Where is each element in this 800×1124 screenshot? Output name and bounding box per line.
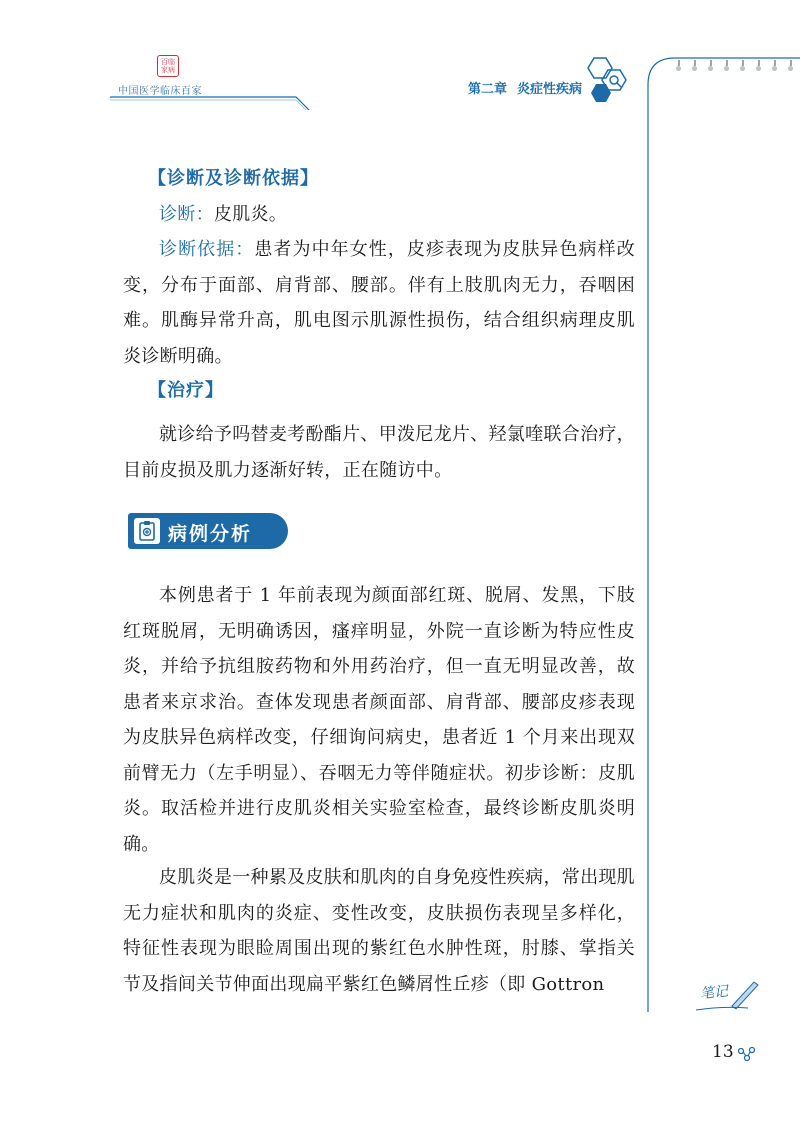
diagnosis-line — [123, 197, 635, 233]
diagnosis-value: 皮肌炎。 — [213, 204, 288, 225]
treatment-paragraph: 就诊给予吗替麦考酚酯片、甲泼尼龙片、羟氯喹联合治疗，目前皮损及肌力逐渐好转，正在随访中。 — [123, 424, 635, 481]
logo-text: 百临家病 — [161, 58, 175, 74]
series-logo — [157, 55, 179, 77]
series-title: 中国医学临床百家 — [118, 86, 202, 97]
diagnosis-basis-label: 诊断依据： — [159, 239, 255, 260]
diagnosis-label: 诊断： — [159, 204, 214, 225]
analysis-paragraph-1: 本例患者于 1 年前表现为颜面部红斑、脱屑、发黑，下肢红斑脱屑，无明确诱因，瘙痒明显，外院一直诊断为特应性皮炎，并给予抗组胺药物和外用药治疗，但一直无明显改善，故患者来京求治。查体发现患者颜面部、肩背部、腰部皮疹表现为皮肤异色病样改变，仔细询问病史，患者近 1 个月来出现双前臂无力（左手明显）、吞咽无力等伴随症状。初步诊断：皮肌炎。取活检并进行皮肌炎相关实验室检查，最终诊断皮肌炎明确。 — [123, 585, 635, 855]
chapter-heading — [468, 78, 592, 97]
clipboard-icon — [134, 518, 160, 544]
diagnosis-basis-text: 患者为中年女性，皮疹表现为皮肤异色病样改变，分布于面部、肩背部、腰部。伴有上肢肌肉无力，吞咽困难。肌酶异常升高，肌电图示肌源性损伤，结合组织病理皮肌炎诊断明确。 — [123, 239, 636, 367]
chapter-title: 炎症性疾病 — [517, 82, 583, 97]
diagnosis-heading: 【诊断及诊断依据】 — [148, 168, 319, 189]
case-analysis-banner — [128, 513, 288, 549]
hexagon-magnifier-icon — [582, 52, 628, 108]
treatment-heading: 【治疗】 — [148, 380, 224, 401]
diagnosis-basis-paragraph — [123, 232, 635, 374]
molecule-icon — [737, 1046, 757, 1062]
page-number: 13 — [712, 1042, 734, 1062]
chapter-number: 第二章 — [468, 82, 508, 97]
analysis-paragraph-2: 皮肌炎是一种累及皮肤和肌肉的自身免疫性疾病，常出现肌无力症状和肌肉的炎症、变性改变，皮肤损伤表现呈多样化，特征性表现为眼睑周围出现的紫红色水肿性斑，肘膝、掌指关节及指间关节伸面出现扁平紫红色鳞屑性丘疹（即 Gottron — [123, 867, 635, 995]
notes-label: 笔记 — [699, 983, 729, 1003]
case-analysis-title: 病例分析 — [168, 523, 253, 545]
notebook-holes — [676, 60, 800, 70]
